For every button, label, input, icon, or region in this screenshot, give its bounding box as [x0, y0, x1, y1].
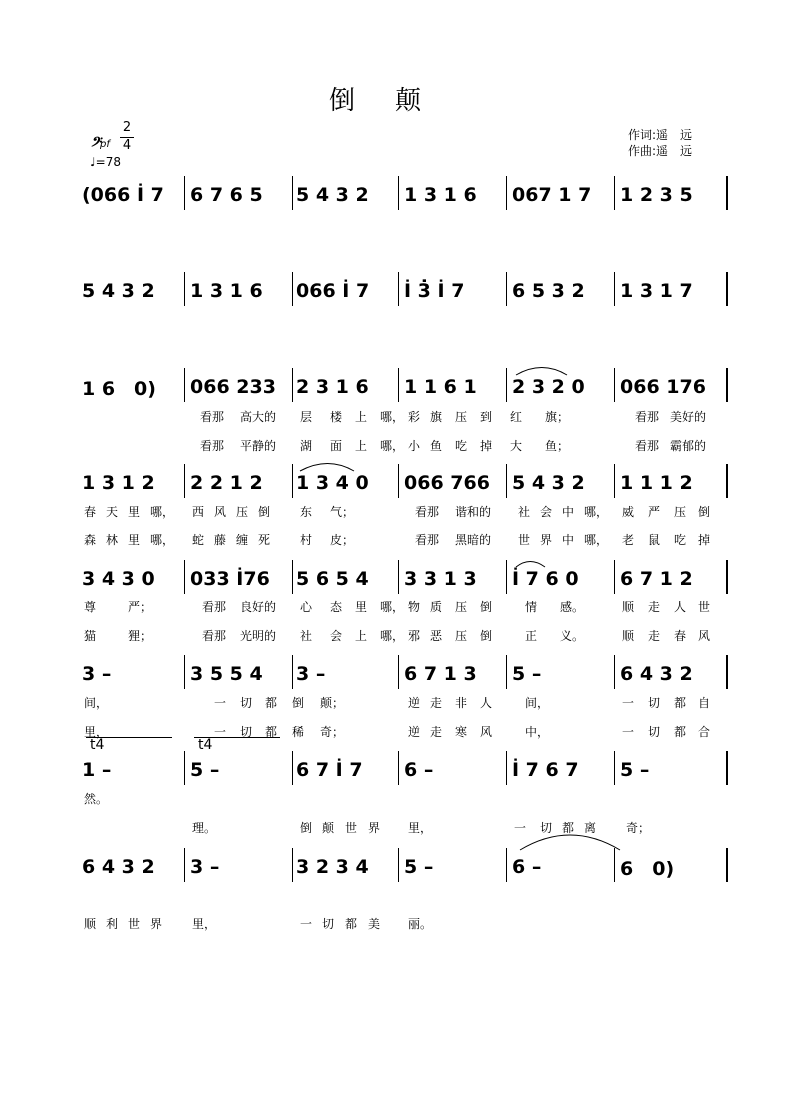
measure: 6 0)	[620, 857, 675, 880]
lyric-syllable: 风	[698, 629, 711, 643]
lyric-syllable: 界	[368, 821, 381, 835]
lyric-syllable: 哪，	[150, 533, 175, 547]
measure: 6 7 1 2	[620, 568, 693, 590]
volta-2-label: t4	[198, 737, 213, 753]
measure: 6 4 3 2	[620, 663, 693, 685]
measure: 3 –	[82, 663, 112, 685]
lyric-syllable: 威	[622, 505, 635, 519]
lyric-syllable: 风	[214, 505, 227, 519]
lyric-syllable: 会	[330, 629, 343, 643]
lyric-line	[0, 437, 790, 455]
lyric-syllable: 非	[455, 696, 468, 710]
lyric-syllable: 走	[430, 725, 443, 739]
measure: 1 2 3 5	[620, 184, 693, 206]
clef-icon: 𝄢	[90, 134, 101, 153]
measure: 066 233	[190, 376, 276, 398]
lyric-syllable: 世	[518, 533, 531, 547]
lyric-syllable: 一	[622, 696, 635, 710]
lyric-syllable: 社	[518, 505, 531, 519]
lyric-syllable: 间，	[84, 696, 109, 710]
lyric-syllable: 掉	[698, 533, 711, 547]
lyric-syllable: 森	[84, 533, 97, 547]
measure: (066 İ 7	[82, 184, 164, 206]
lyric-syllable: 正	[525, 629, 538, 643]
lyric-syllable: 藤	[214, 533, 227, 547]
lyric-syllable: 猫	[84, 629, 97, 643]
measure: 5 –	[404, 856, 434, 878]
lyric-syllable: 界	[150, 917, 163, 931]
measure: 6 –	[512, 856, 542, 878]
lyric-syllable: 都	[674, 696, 687, 710]
lyric-line	[0, 627, 790, 645]
lyric-syllable: 看那	[415, 533, 440, 547]
measure: 3 5 5 4	[190, 663, 263, 685]
song-title: 倒颠	[328, 86, 461, 116]
lyric-syllable: 春	[84, 505, 97, 519]
lyric-syllable: 都	[345, 917, 358, 931]
lyric-syllable: 人	[480, 696, 493, 710]
slur-r3	[516, 368, 567, 376]
lyric-syllable: 鼠	[648, 533, 661, 547]
lyric-syllable: 到	[480, 410, 493, 424]
measure: 6 7 1 3	[404, 663, 477, 685]
lyric-syllable: 一	[622, 725, 635, 739]
lyric-line	[0, 790, 790, 808]
lyric-syllable: 大	[510, 439, 523, 453]
measure: 3 –	[190, 856, 220, 878]
lyric-syllable: 看那	[200, 439, 225, 453]
lyric-syllable: 利	[106, 917, 119, 931]
lyric-syllable: 切	[240, 725, 253, 739]
lyric-syllable: 里，	[408, 821, 433, 835]
measure: 066 766	[404, 472, 490, 494]
measure: 2 3 2 0	[512, 376, 585, 398]
lyric-syllable: 心	[300, 600, 313, 614]
lyric-syllable: 看那	[202, 629, 227, 643]
measure: 1 1 6 1	[404, 376, 477, 398]
measure: 033 İ76	[190, 568, 270, 590]
lyric-syllable: 切	[240, 696, 253, 710]
measure: 3 3 1 3	[404, 568, 477, 590]
lyric-syllable: 世	[128, 917, 141, 931]
lyric-syllable: 缠	[236, 533, 249, 547]
lyric-syllable: 哪，	[380, 410, 405, 424]
lyric-line	[0, 408, 790, 426]
lyric-syllable: 哪，	[150, 505, 175, 519]
lyric-syllable: 顺	[84, 917, 97, 931]
lyric-syllable: 天	[106, 505, 119, 519]
measure: 3 2 3 4	[296, 856, 369, 878]
lyric-syllable: 看那	[635, 410, 660, 424]
lyric-syllable: 旗	[430, 410, 443, 424]
lyric-line	[0, 819, 790, 837]
measure: 3 –	[296, 663, 326, 685]
lyric-syllable: 气；	[330, 505, 355, 519]
lyric-syllable: 奇；	[320, 725, 345, 739]
lyric-syllable: 里	[355, 600, 368, 614]
measure: 1 1 1 2	[620, 472, 693, 494]
lyric-syllable: 鱼	[430, 439, 443, 453]
lyric-syllable: 吃	[455, 439, 468, 453]
lyric-syllable: 风	[480, 725, 493, 739]
lyric-syllable: 高大的	[240, 410, 277, 424]
measure: İ 3̇ İ 7	[404, 280, 465, 302]
lyric-line	[0, 915, 790, 933]
meter-denominator: 4	[122, 138, 132, 153]
lyric-syllable: 丽。	[408, 917, 433, 931]
lyric-syllable: 尊	[84, 600, 97, 614]
lyric-line	[0, 723, 790, 741]
measure: 5 –	[512, 663, 542, 685]
lyric-syllable: 哪，	[380, 439, 405, 453]
measure: 2 3 1 6	[296, 376, 369, 398]
lyric-syllable: 吃	[674, 533, 687, 547]
lyric-syllable: 稀	[292, 725, 305, 739]
lyric-syllable: 掉	[480, 439, 493, 453]
lyric-syllable: 逆	[408, 725, 421, 739]
lyric-syllable: 合	[698, 725, 711, 739]
lyric-syllable: 倒	[480, 629, 493, 643]
lyric-syllable: 一	[514, 821, 527, 835]
lyric-syllable: 人	[674, 600, 687, 614]
lyric-syllable: 里，	[192, 917, 217, 931]
lyric-syllable: 都	[265, 696, 278, 710]
lyric-syllable: 情	[525, 600, 538, 614]
lyric-syllable: 里，	[84, 725, 109, 739]
measure: 1 3 4 0	[296, 472, 369, 494]
lyric-syllable: 切	[648, 696, 661, 710]
lyric-syllable: 会	[540, 505, 553, 519]
lyric-syllable: 严	[648, 505, 661, 519]
lyric-syllable: 义。	[560, 629, 585, 643]
lyric-syllable: 哪，	[584, 505, 609, 519]
measure: İ 7 6 0	[512, 568, 579, 590]
measure: 1 3 1 7	[620, 280, 693, 302]
lyricist-credit: 作词:遥 远	[628, 128, 693, 142]
lyric-syllable: 都	[265, 725, 278, 739]
lyric-syllable: 倒	[300, 821, 313, 835]
lyric-syllable: 谐和的	[455, 505, 492, 519]
quarter-note-icon: ♩	[90, 155, 96, 169]
measure: 1 3 1 6	[404, 184, 477, 206]
measure: 5 4 3 2	[82, 280, 155, 302]
measure: 1 3 1 6	[190, 280, 263, 302]
lyric-syllable: 理。	[192, 821, 217, 835]
lyric-syllable: 压	[236, 505, 249, 519]
dynamics-mark: pf	[100, 139, 110, 150]
lyric-syllable: 顺	[622, 629, 635, 643]
lyric-syllable: 走	[430, 696, 443, 710]
lyric-syllable: 光明的	[240, 629, 277, 643]
lyric-syllable: 世	[698, 600, 711, 614]
lyric-syllable: 黑暗的	[455, 533, 492, 547]
slur-r4	[300, 464, 354, 472]
lyric-syllable: 里	[128, 533, 141, 547]
lyric-syllable: 然。	[84, 792, 109, 806]
lyric-syllable: 离	[584, 821, 597, 835]
measure: 2 2 1 2	[190, 472, 263, 494]
lyric-syllable: 感。	[560, 600, 585, 614]
lyric-syllable: 倒	[292, 696, 305, 710]
lyric-syllable: 良好的	[240, 600, 277, 614]
lyric-line	[0, 598, 790, 616]
lyric-line	[0, 503, 790, 521]
lyric-syllable: 小	[408, 439, 421, 453]
lyric-syllable: 旗；	[545, 410, 570, 424]
lyric-syllable: 压	[455, 629, 468, 643]
lyric-syllable: 邪	[408, 629, 421, 643]
lyric-syllable: 一	[300, 917, 313, 931]
lyric-syllable: 都	[562, 821, 575, 835]
lyric-syllable: 上	[355, 629, 368, 643]
lyric-syllable: 质	[430, 600, 443, 614]
lyric-syllable: 严；	[128, 600, 153, 614]
lyric-syllable: 鱼；	[545, 439, 570, 453]
measure: 3 4 3 0	[82, 568, 155, 590]
lyric-syllable: 美好的	[670, 410, 707, 424]
lyric-syllable: 上	[355, 410, 368, 424]
lyric-syllable: 压	[674, 505, 687, 519]
lyric-syllable: 红	[510, 410, 523, 424]
lyric-syllable: 都	[674, 725, 687, 739]
measure: 6 7 6 5	[190, 184, 263, 206]
lyric-syllable: 中	[562, 505, 575, 519]
lyric-syllable: 物	[408, 600, 421, 614]
lyric-syllable: 看那	[415, 505, 440, 519]
lyric-syllable: 蛇	[192, 533, 205, 547]
lyric-syllable: 西	[192, 505, 205, 519]
lyric-syllable: 界	[540, 533, 553, 547]
lyric-syllable: 社	[300, 629, 313, 643]
lyric-syllable: 一	[214, 696, 227, 710]
lyric-line	[0, 531, 790, 549]
lyric-syllable: 看那	[200, 410, 225, 424]
meter-numerator: 2	[122, 120, 132, 135]
lyric-syllable: 压	[455, 410, 468, 424]
lyric-syllable: 湖	[300, 439, 313, 453]
measure: 5 6 5 4	[296, 568, 369, 590]
lyric-syllable: 颠；	[320, 696, 345, 710]
lyric-syllable: 切	[648, 725, 661, 739]
lyric-syllable: 寒	[455, 725, 468, 739]
lyric-syllable: 看那	[635, 439, 660, 453]
lyric-syllable: 皮；	[330, 533, 355, 547]
lyric-syllable: 倒	[698, 505, 711, 519]
slur-r8	[520, 835, 620, 850]
lyric-syllable: 春	[674, 629, 687, 643]
measure: 5 –	[620, 759, 650, 781]
measure: 067 1 7	[512, 184, 592, 206]
lyric-syllable: 面	[330, 439, 343, 453]
lyric-syllable: 哪，	[584, 533, 609, 547]
lyric-syllable: 中	[562, 533, 575, 547]
lyric-syllable: 世	[345, 821, 358, 835]
tempo-value: =78	[95, 155, 121, 169]
lyric-syllable: 恶	[430, 629, 443, 643]
lyric-syllable: 切	[540, 821, 553, 835]
measure: 6 4 3 2	[82, 856, 155, 878]
lyric-syllable: 顺	[622, 600, 635, 614]
lyric-syllable: 自	[698, 696, 711, 710]
measure: 6 7 İ 7	[296, 759, 363, 781]
volta-1-label: t4	[90, 737, 105, 753]
lyric-syllable: 压	[455, 600, 468, 614]
lyric-syllable: 狸；	[128, 629, 153, 643]
lyric-syllable: 态	[330, 600, 343, 614]
lyric-syllable: 逆	[408, 696, 421, 710]
measure: 6 5 3 2	[512, 280, 585, 302]
lyric-syllable: 林	[106, 533, 119, 547]
measure: 1 6 0)	[82, 377, 156, 400]
lyric-syllable: 死	[258, 533, 271, 547]
lyric-syllable: 东	[300, 505, 313, 519]
lyric-syllable: 楼	[330, 410, 343, 424]
measure: 066 İ 7	[296, 280, 370, 302]
lyric-syllable: 村	[300, 533, 313, 547]
lyric-syllable: 层	[300, 410, 313, 424]
measure: 5 4 3 2	[296, 184, 369, 206]
lyric-syllable: 看那	[202, 600, 227, 614]
lyric-syllable: 颠	[322, 821, 335, 835]
measure: 1 3 1 2	[82, 472, 155, 494]
lyric-syllable: 哪，	[380, 629, 405, 643]
lyric-syllable: 彩	[408, 410, 421, 424]
measure: 066 176	[620, 376, 706, 398]
lyric-syllable: 上	[355, 439, 368, 453]
lyric-syllable: 中，	[525, 725, 550, 739]
measure: 1 –	[82, 759, 112, 781]
lyric-syllable: 间，	[525, 696, 550, 710]
lyric-syllable: 里	[128, 505, 141, 519]
measure: 6 –	[404, 759, 434, 781]
measure: 5 4 3 2	[512, 472, 585, 494]
lyric-syllable: 老	[622, 533, 635, 547]
lyric-syllable: 平静的	[240, 439, 277, 453]
lyric-syllable: 倒	[480, 600, 493, 614]
lyric-syllable: 走	[648, 629, 661, 643]
lyric-line	[0, 694, 790, 712]
lyric-syllable: 霸郁的	[670, 439, 707, 453]
composer-credit: 作曲:遥 远	[628, 144, 693, 158]
measure: 5 –	[190, 759, 220, 781]
lyric-syllable: 倒	[258, 505, 271, 519]
lyric-syllable: 美	[368, 917, 381, 931]
lyric-syllable: 一	[214, 725, 227, 739]
lyric-syllable: 奇；	[626, 821, 651, 835]
measure: İ 7 6 7	[512, 759, 579, 781]
lyric-syllable: 走	[648, 600, 661, 614]
lyric-syllable: 切	[322, 917, 335, 931]
lyric-syllable: 哪，	[380, 600, 405, 614]
slur-r5	[516, 562, 545, 568]
